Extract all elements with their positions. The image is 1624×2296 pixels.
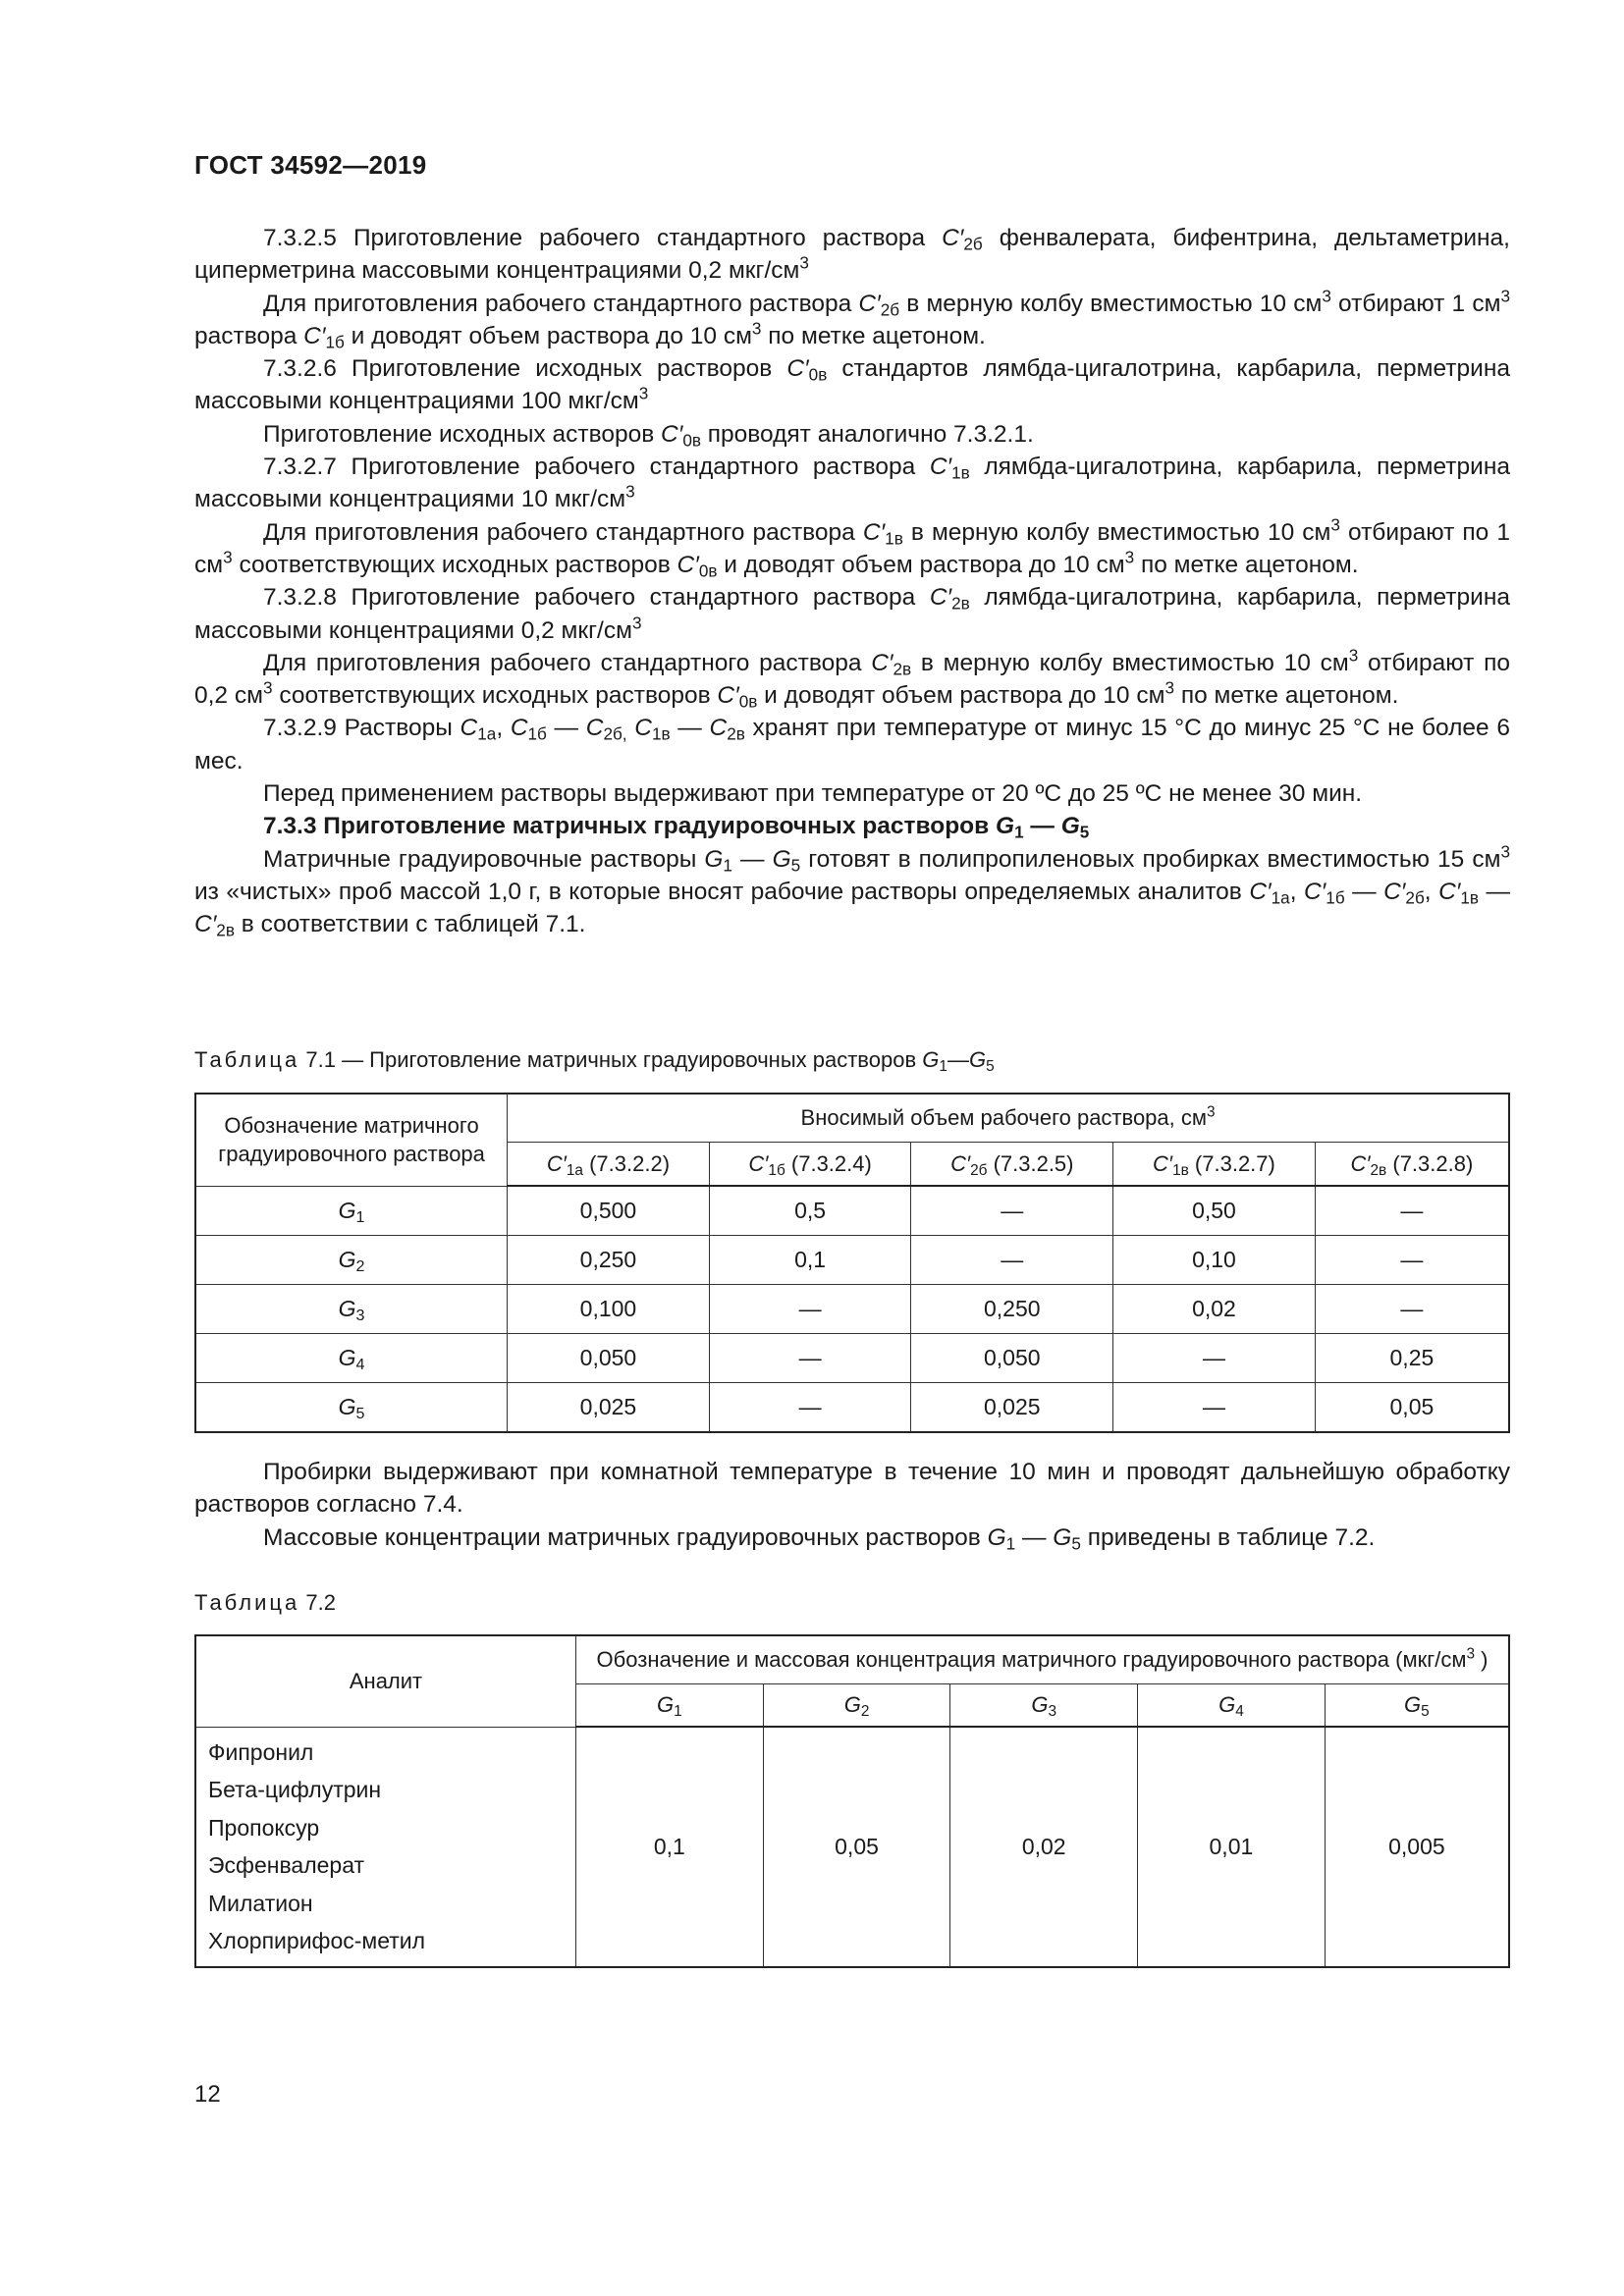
analyte-item: Пропоксур <box>208 1814 320 1841</box>
table-cell: — <box>1315 1186 1509 1236</box>
table-7-2-col-header: $G_5$ <box>1325 1684 1509 1728</box>
table-cell: 0,025 <box>508 1383 710 1433</box>
paragraph-prep-1v: Для приготовления рабочего стандартного раствора $C'_{1в}$ в мерную колбу вместимостью 10 $см^3$ отбирают по 1 $см^3$ соответствующих исходных растворов $C'_{0в}$ и доводят объем раствора до 10 $см^3$ по метке ацетоном. <box>194 514 1510 581</box>
row-label: $G_4$ <box>195 1334 508 1383</box>
table-7-2 <box>194 1634 1510 1968</box>
table-cell: 0,02 <box>1113 1285 1316 1334</box>
table-cell: — <box>1113 1383 1316 1433</box>
table-cell: 0,005 <box>1325 1727 1509 1967</box>
paragraph-matrix-solutions: Матричные градуировочные растворы $G_1$ — $G_5$ готовят в полипропиленовых пробирках вместимостью 15 $см^3$ из «чистых» проб массой 1,0 г, в которые вносят рабочие растворы определяемых аналитов $C'_{1а}$, $C'_{1б}$ — $C'_{2б}$, $C'_{1в}$ — $C'_{2в}$ в соответствии с таблицей 7.1. <box>194 841 1510 940</box>
table-cell: 0,100 <box>508 1285 710 1334</box>
row-label: $G_2$ <box>195 1236 508 1285</box>
table-cell: 0,025 <box>911 1383 1113 1433</box>
analyte-item: Эсфенвалерат <box>208 1852 365 1878</box>
analyte-list <box>195 1727 576 1967</box>
row-label: $G_1$ <box>195 1186 508 1236</box>
row-label: $G_3$ <box>195 1285 508 1334</box>
paragraph-prep-2v: Для приготовления рабочего стандартного раствора $C'_{2в}$ в мерную колбу вместимостью 10 $см^3$ отбирают по 0,2 $см^3$ соответствующих исходных растворов $C'_{0в}$ и доводят объем раствора до 10 $см^3$ по метке ацетоном. <box>194 645 1510 712</box>
page-number: 12 <box>194 2081 221 2108</box>
table-7-1-col-header: $C'_{2в}$ (7.3.2.8) <box>1315 1143 1509 1187</box>
table-cell: 0,050 <box>508 1334 710 1383</box>
table-cell: — <box>1113 1334 1316 1383</box>
paragraph-7-3-2-7: 7.3.2.7 Приготовление рабочего стандартного раствора $C'_{1в}$ лямбда-цигалотрина, карбарила, перметрина массовыми концентрациями 10 мкг/$см^3$ <box>194 454 1510 513</box>
table-7-1-col-header: $C'_{1а}$ (7.3.2.2) <box>508 1143 710 1187</box>
document-header: ГОСТ 34592—2019 <box>194 150 427 180</box>
table-cell: 0,02 <box>950 1727 1138 1967</box>
table-7-1 <box>194 1093 1510 1433</box>
table-cell: 0,250 <box>508 1236 710 1285</box>
table-row <box>195 1334 1509 1383</box>
table-cell: 0,01 <box>1138 1727 1326 1967</box>
table-7-1-corner-header: Обозначение матричного градуировочного раствора <box>195 1094 508 1186</box>
table-row <box>195 1383 1509 1433</box>
document-body-continued <box>194 1456 1510 1554</box>
table-cell: — <box>911 1236 1113 1285</box>
paragraph-tubes: Пробирки выдерживают при комнатной температуре в течение 10 мин и проводят дальнейшую обработку растворов согласно 7.4. <box>194 1459 1510 1519</box>
table-cell: — <box>1315 1236 1509 1285</box>
table-cell: 0,250 <box>911 1285 1113 1334</box>
table-row <box>195 1186 1509 1236</box>
paragraph-7-3-2-8: 7.3.2.8 Приготовление рабочего стандартного раствора $C'_{2в}$ лямбда-цигалотрина, карбарила, перметрина массовыми концентрациями 0,2 мкг/$см^3$ <box>194 584 1510 644</box>
document-body <box>194 222 1510 941</box>
table-7-1-col-header: $C'_{1б}$ (7.3.2.4) <box>709 1143 911 1187</box>
table-row <box>195 1236 1509 1285</box>
paragraph-concentrations: Массовые концентрации матричных градуировочных растворов $G_1$ — $G_5$ приведены в таблице 7.2. <box>263 1523 1376 1553</box>
table-7-2-col-header: $G_3$ <box>950 1684 1138 1728</box>
paragraph-7-3-2-9: 7.3.2.9 Растворы $C_{1а}$, $C_{1б}$ — $C_{2б,}$ $C_{1в}$ — $C_{2в}$ хранят при температуре от минус 15 °С до минус 25 °С не более 6 мес. <box>194 715 1510 774</box>
table-cell: 0,050 <box>911 1334 1113 1383</box>
analyte-item: Хлорпирифос-метил <box>208 1928 426 1953</box>
paragraph-before-use: Перед применением растворы выдерживают при температуре от 20 ºС до 25 ºС не менее 30 мин. <box>263 780 1363 808</box>
table-7-2-group-header: Обозначение и массовая концентрация матричного градуировочного раствора ($мкг/см^3$ ) <box>576 1635 1509 1684</box>
table-cell: — <box>1315 1285 1509 1334</box>
table-7-2-col-header: $G_1$ <box>576 1684 764 1728</box>
table-row <box>195 1285 1509 1334</box>
analyte-item: Бета-цифлутрин <box>208 1777 382 1802</box>
analyte-item: Милатион <box>208 1890 313 1916</box>
analyte-item: Фипронил <box>208 1738 314 1765</box>
table-7-2-caption: Таблица 7.2 <box>194 1590 336 1615</box>
table-7-2-analyte-header: Аналит <box>195 1635 576 1727</box>
table-cell: — <box>709 1383 911 1433</box>
table-row <box>195 1727 1509 1967</box>
row-label: $G_5$ <box>195 1383 508 1433</box>
table-7-2-col-header: $G_4$ <box>1138 1684 1326 1728</box>
paragraph-7-3-2-6: 7.3.2.6 Приготовление исходных растворов $C'_{0в}$ стандартов лямбда-цигалотрина, карбарила, перметрина массовыми концентрациями 100 мкг/$см^3$ <box>194 355 1510 415</box>
table-cell: 0,500 <box>508 1186 710 1236</box>
table-cell: — <box>911 1186 1113 1236</box>
table-7-2-col-header: $G_2$ <box>763 1684 950 1728</box>
paragraph-7-3-2-5: 7.3.2.5 Приготовление рабочего стандартного раствора $C'_{2б}$ фенвалерата, бифентрина, дельтаметрина, циперметрина массовыми концентрациями 0,2 мкг/$см^3$ <box>194 225 1510 285</box>
section-heading-7-3-3: 7.3.3 Приготовление матричных градуировочных растворов $G_1$ — $G_5$ <box>263 813 1090 842</box>
table-cell: 0,25 <box>1315 1334 1509 1383</box>
table-cell: — <box>709 1285 911 1334</box>
table-cell: 0,50 <box>1113 1186 1316 1236</box>
table-cell: — <box>709 1334 911 1383</box>
table-cell: 0,1 <box>576 1727 764 1967</box>
paragraph-prep-0v: Приготовление исходных астворов $C'_{0в}$ проводят аналогично 7.3.2.1. <box>263 420 1034 451</box>
table-7-1-group-header: Вносимый объем рабочего раствора, $см^3$ <box>508 1094 1509 1143</box>
table-7-1-col-header: $C'_{2б}$ (7.3.2.5) <box>911 1143 1113 1187</box>
paragraph-prep-2b: Для приготовления рабочего стандартного раствора $C'_{2б}$ в мерную колбу вместимостью 10 $см^3$ отбирают 1 $см^3$ раствора $C'_{1б}$ и доводят объем раствора до 10 $см^3$ по метке ацетоном. <box>194 286 1510 352</box>
table-cell: 0,1 <box>709 1236 911 1285</box>
table-cell: 0,5 <box>709 1186 911 1236</box>
table-cell: 0,05 <box>763 1727 950 1967</box>
table-7-1-caption: Таблица 7.1 — Приготовление матричных градуировочных растворов $G_1—G_5$ <box>194 1047 995 1075</box>
table-cell: 0,10 <box>1113 1236 1316 1285</box>
table-cell: 0,05 <box>1315 1383 1509 1433</box>
table-7-1-col-header: $C'_{1в}$ (7.3.2.7) <box>1113 1143 1316 1187</box>
